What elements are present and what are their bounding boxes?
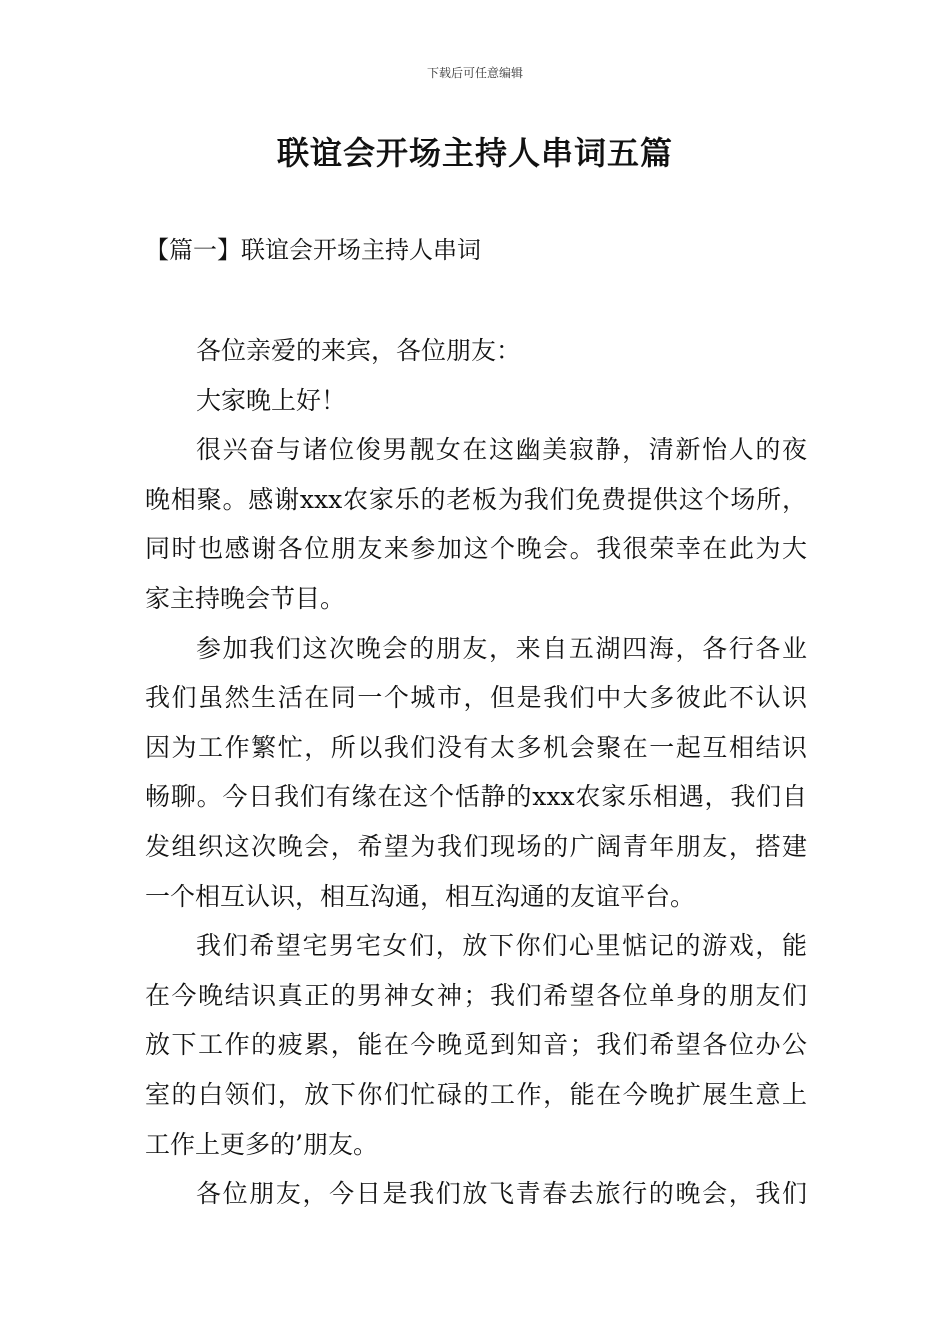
text-line: 发组织这次晚会，希望为我们现场的广阔青年朋友，搭建: [145, 831, 807, 861]
text-line: 在今晚结识真正的男神女神；我们希望各位单身的朋友们: [145, 980, 807, 1010]
text-line: 因为工作繁忙，所以我们没有太多机会聚在一起互相结识: [145, 732, 807, 762]
text-line: 大家晚上好！: [196, 385, 347, 415]
text-line: 工作上更多的’朋友。: [145, 1129, 378, 1159]
text-line: 一个相互认识，相互沟通，相互沟通的友谊平台。: [145, 881, 696, 911]
paragraph: [145, 326, 807, 376]
document-title: 联谊会开场主持人串词五篇: [276, 134, 673, 172]
document-body: [145, 326, 807, 1219]
paragraph: [145, 1169, 807, 1219]
header-note: 下载后可任意编辑: [426, 66, 523, 80]
text-line: 很兴奋与诸位俊男靓女在这幽美寂静，清新怡人的夜: [196, 435, 807, 465]
text-line: 放下工作的疲累，能在今晚觅到知音；我们希望各位办公: [145, 1030, 807, 1060]
text-line: 我们希望宅男宅女们，放下你们心里惦记的游戏，能: [196, 931, 807, 961]
paragraph: [145, 624, 807, 922]
paragraph: [145, 376, 807, 426]
paragraph: [145, 425, 807, 623]
paragraph: [145, 921, 807, 1169]
text-line: 畅聊。今日我们有缘在这个恬静的xxx农家乐相遇，我们自: [145, 782, 807, 812]
text-line: 晚相聚。感谢xxx农家乐的老板为我们免费提供这个场所，: [145, 484, 807, 514]
text-line: 我们虽然生活在同一个城市，但是我们中大多彼此不认识: [145, 683, 807, 713]
text-line: 同时也感谢各位朋友来参加这个晚会。我很荣幸在此为大: [145, 534, 807, 564]
text-line: 各位亲爱的来宾，各位朋友：: [196, 336, 522, 365]
text-line: 室的白领们，放下你们忙碌的工作，能在今晚扩展生意上: [145, 1079, 807, 1109]
text-line: 各位朋友，今日是我们放飞青春去旅行的晚会，我们: [196, 1179, 807, 1209]
section-heading: 【篇一】联谊会开场主持人串词: [145, 236, 481, 264]
text-line: 参加我们这次晚会的朋友，来自五湖四海，各行各业: [196, 633, 807, 663]
text-line: 家主持晚会节目。: [145, 583, 346, 613]
